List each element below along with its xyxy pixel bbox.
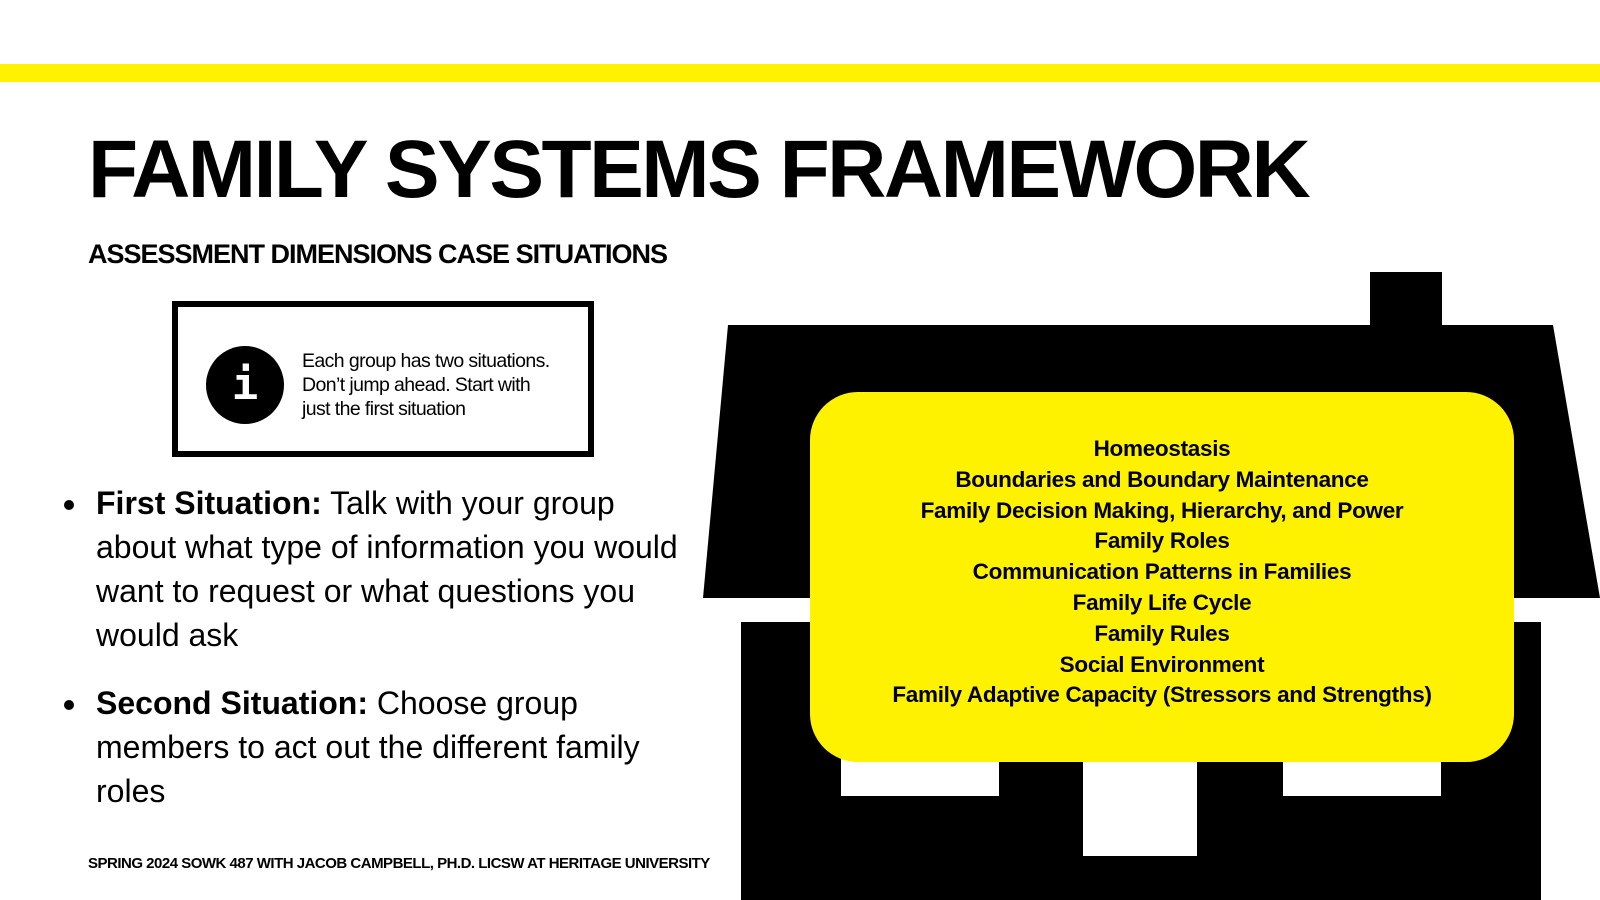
info-line: just the first situation: [302, 398, 466, 420]
dimension-item: Homeostasis: [1093, 436, 1231, 461]
dimension-list: [810, 434, 1514, 711]
slide-footer: SPRING 2024 SOWK 487 WITH JACOB CAMPBELL, PH.D. LICSW AT HERITAGE UNIVERSITY: [88, 855, 710, 872]
situation-text: Talk with your group about what type of information you would want to request or what questions you would ask: [96, 485, 678, 653]
situation-lead: First Situation:: [96, 485, 322, 521]
info-icon: i: [206, 346, 284, 424]
dimension-item: Family Roles: [1094, 528, 1230, 554]
dimension-item: Family Rules: [1094, 620, 1230, 646]
situation-text: Choose group members to act out the different family roles: [96, 685, 640, 809]
dimension-item: Social Environment: [1059, 651, 1265, 677]
slide-title: FAMILY SYSTEMS FRAMEWORK: [88, 124, 1309, 215]
dimension-item: Family Decision Making, Hierarchy, and Power: [920, 497, 1404, 523]
dimension-item: Family Life Cycle: [1072, 589, 1252, 615]
dimension-item: Boundaries and Boundary Maintenance: [955, 466, 1369, 492]
situation-lead: Second Situation:: [96, 685, 368, 721]
house-door: [1083, 748, 1197, 856]
info-line: Each group has two situations.: [302, 350, 550, 372]
dimension-item: Communication Patterns in Families: [972, 559, 1352, 585]
dimensions-panel: [810, 392, 1514, 762]
info-line: Don’t jump ahead. Start with: [302, 374, 531, 396]
dimension-item: Family Adaptive Capacity (Stressors and Strengths): [892, 682, 1432, 708]
slide-subtitle: ASSESSMENT DIMENSIONS CASE SITUATIONS: [88, 239, 668, 269]
